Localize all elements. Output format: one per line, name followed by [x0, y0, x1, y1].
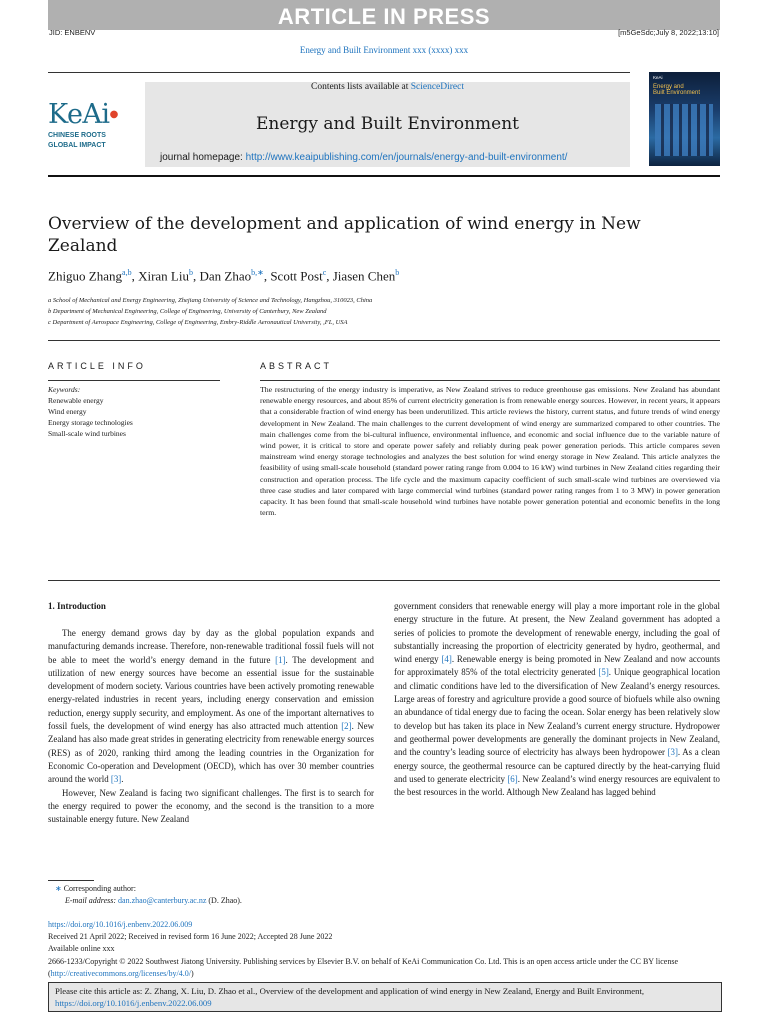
author-affiliation-mark[interactable]: b [188, 268, 193, 277]
citation-doi-link[interactable]: https://doi.org/10.1016/j.enbenv.2022.06.009 [55, 998, 212, 1008]
body-paragraph: government considers that renewable energy will play a more important role in the global energy structure in the future. At present, the New Zealand government has adopted a series of policies to promote the development of renewable energy, including the goal of substantially increasing the proportion of electricity generated by hydro, geothermal, and wind energy [4]. Renewable energy is being promoted in New Zealand and now accounts for approximately 85% of the total electricity generated [5]. Unique geographical location and climatic conditions have led to the diversification of New Zealand’s energy resources. Large areas of forestry and agriculture provide a good source of biofuels while also owning an abundance of tidal energy due to facing the ocean. Solar energy has been relatively slow to develop but has taken its place in New Zealand’s current energy structure. Hydropower and geothermal power developments are generally the dominant projects in New Zealand, and the country’s leading source of electricity has always been hydropower [3]. As a clean energy source, the geothermal resource can be captured directly by the heat-carrying fluid and used to generate electricity [6]. New Zealand’s wind energy resources are equivalent to the best resources in the world. Although New Zealand has lagged behind [394, 601, 721, 798]
author-name[interactable]: Dan Zhao [199, 268, 252, 284]
footnote-rule [48, 880, 94, 881]
reference-link[interactable]: [2] [341, 721, 352, 732]
affiliation-line: c Department of Aerospace Engineering, College of Engineering, Embry-Riddle Aeronautical University, ,FL, USA [48, 319, 348, 326]
keywords-label: Keywords: [48, 385, 81, 394]
cover-publisher: KeAi [653, 75, 663, 80]
reference-link[interactable]: [4] [441, 654, 452, 665]
reference-link[interactable]: [5] [598, 667, 609, 678]
license-link[interactable]: http://creativecommons.org/licenses/by/4.0/ [50, 968, 191, 978]
keywords-list [48, 395, 228, 439]
section-rule [48, 340, 720, 341]
author-name[interactable]: Zhiguo Zhang [48, 268, 123, 284]
reference-link[interactable]: [6] [507, 773, 518, 784]
article-in-press-label: ARTICLE IN PRESS [277, 4, 491, 29]
author-affiliation-mark[interactable]: c [322, 268, 327, 277]
keyword: Small-scale wind turbines [48, 429, 126, 438]
footnote-mark: ∗ [55, 884, 62, 893]
abstract-heading: ABSTRACT [260, 361, 333, 371]
sciencedirect-link[interactable]: ScienceDirect [410, 82, 464, 92]
email-link[interactable]: dan.zhao@canterbury.ac.nz [118, 896, 207, 905]
journal-id: JID: ENBENV [49, 28, 96, 37]
doi-link[interactable]: https://doi.org/10.1016/j.enbenv.2022.06.009 [48, 920, 193, 929]
homepage-link[interactable]: http://www.keaipublishing.com/en/journals/energy-and-built-environment/ [245, 152, 568, 163]
keyword: Energy storage technologies [48, 418, 133, 427]
reference-link[interactable]: [3] [667, 747, 678, 758]
introduction-heading: 1. Introduction [48, 601, 106, 611]
journal-title: Energy and Built Environment [255, 114, 520, 134]
article-title: Overview of the development and application of wind energy in New Zealand [48, 214, 641, 256]
revision-stamp: [m5GeSdc;July 8, 2022;13:10] [618, 28, 719, 37]
logo-wordmark: KeAi● [48, 99, 118, 130]
abstract-rule [260, 380, 720, 381]
journal-reference-link[interactable]: Energy and Built Environment xxx (xxxx) xxx [299, 45, 469, 55]
author-name[interactable]: Scott Post [270, 268, 323, 284]
reference-link[interactable]: [1] [275, 654, 286, 665]
body-paragraph: The energy demand grows day by day as the global population expands and manufacturing demands increase. Therefore, non-renewable traditional fossil fuels will not be able to meet the world’s energy demand in the future [1]. The development and utilization of new energy sources have become an essential issue for the sustainable development of modern society. Various countries have been actively promoting renewable energy-related industries in recent years, including energy conservation and emission reduction, energy supply security, and employment. As one of the important alternatives to fossil fuels, the development of wind energy has also attracted much attention [2]. New Zealand has also made great strides in generating electricity from renewable energy sources (RES) as of 2020, ranking third among the leading countries in the Organization for Economic Co-operation and Development (OECD), which has over 30 member countries around the world [3]. [48, 628, 374, 785]
cover-title: Energy and Built Environment [653, 84, 701, 96]
received-dates: Received 21 April 2022; Received in revised form 16 June 2022; Accepted 28 June 2022 [48, 932, 333, 942]
abstract-end-rule [48, 580, 720, 581]
copyright-notice: 2666-1233/Copyright © 2022 Southwest Jiatong University. Publishing services by Elsevier B.V. on behalf of KeAi Communication Co. Ltd. This is an open access article under the CC BY license (http://creativecommons.org/licenses/by/4.0/) [48, 956, 678, 978]
cover-image [655, 104, 713, 156]
author-affiliation-mark[interactable]: b [395, 268, 400, 277]
article-info-heading: ARTICLE INFO [48, 361, 146, 371]
body-paragraph: However, New Zealand is facing two significant challenges. The first is to search for the energy required to power the economy, and the second is the transition to a more sustainable energy future. New Zealand [48, 787, 374, 825]
author-name[interactable]: Xiran Liu [138, 268, 189, 284]
author-affiliation-mark[interactable]: b,∗ [251, 268, 264, 277]
body-column-left [48, 627, 374, 826]
logo-dot-icon: ● [109, 109, 118, 120]
logo-tagline-2: GLOBAL IMPACT [48, 142, 106, 149]
body-column-right [394, 600, 720, 799]
affiliation-line: b Department of Mechanical Engineering, College of Engineering, University of Canterbury, New Zealand [48, 308, 327, 315]
contents-line: Contents lists available at ScienceDirect [310, 82, 464, 92]
author-list: Zhiguo Zhang$^{a,b}$, Xiran Liu$^b$, Dan Zhao$^{b,∗}$, Scott Post$^c$, Jiasen Chen$^b$ [48, 268, 400, 284]
available-online: Available online xxx [48, 944, 115, 954]
citation-box: Please cite this article as: Z. Zhang, X. Liu, D. Zhao et al., Overview of the development and application of wind energy in New Zealand, Energy and Built Environment, https://doi.org/10.1016/j.enbenv.2022.06.009 [48, 982, 722, 1012]
article-info-rule [48, 380, 220, 381]
author-name[interactable]: Jiasen Chen [332, 268, 396, 284]
reference-link[interactable]: [3] [110, 774, 122, 785]
journal-cover-thumbnail[interactable] [649, 72, 720, 166]
keai-logo[interactable] [48, 100, 138, 150]
abstract-text: The restructuring of the energy industry is imperative, as New Zealand strives to reduce greenhouse gas emissions. New Zealand has abundant renewable energy resources, and about 85% of current electricity generation is from renewable energy sources. However, in recent years, it appears that a considerable fraction of wind energy has been underutilized. This article reviews the history, current status, and future trends of wind energy development in New Zealand. The main challenges to the current development of wind energy are summarized compared to other countries. The main challenges come from the bi-cultural influence, environmental influence, and economic and social influence due to the variable nature of wind power, it is critical to store and operate power safely and reliably during peak power generation periods. This article compares seven mainstream wind energy storage technologies and analyzes the best solution for wind energy storage in New Zealand. This article analyzes the feasibility of using small-scale household (standard power rating range from 0.004 to 16 kW) wind turbines in New Zealand cities regarding their construction and operation process. The life cycle and the maximum capacity coefficient of such small-scale wind turbines are overviewed via three case studies and later compared with large commercial wind turbines (standard power rating ranges from 1 to 3 MW) in power generation capacity. It has been found that small-scale household wind turbines have notable power generation potential and economic benefits in the long term. [260, 385, 720, 518]
keyword: Renewable energy [48, 396, 104, 405]
author-affiliation-mark[interactable]: a,b [122, 268, 132, 277]
keywords-block [48, 384, 228, 439]
affiliation-line: a School of Mechanical and Energy Engineering, Zhejiang University of Science and Technology, Hangzhou, 310023, China [48, 297, 373, 304]
affiliations [48, 295, 372, 328]
article-metadata [48, 919, 720, 980]
header-bottom-rule [48, 175, 720, 177]
logo-tagline-1: CHINESE ROOTS [48, 132, 106, 139]
corresponding-author-footnote: ∗ Corresponding author: E-mail address: dan.zhao@canterbury.ac.nz (D. Zhao). [55, 884, 242, 905]
journal-homepage: journal homepage: http://www.keaipublishing.com/en/journals/energy-and-built-environment/ [160, 152, 568, 163]
header-top-rule [48, 72, 630, 73]
keyword: Wind energy [48, 407, 87, 416]
